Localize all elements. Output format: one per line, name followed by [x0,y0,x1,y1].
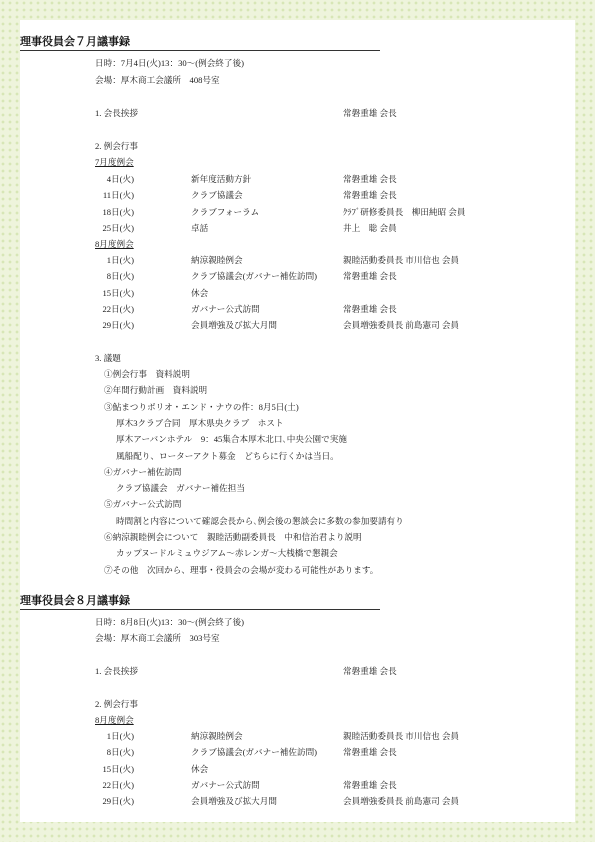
schedule-person: 親睦活動委員長 市川信也 会員 [343,255,460,265]
schedule-person: 常磐重雄 会長 [343,174,397,184]
august-venue: 会場：厚木商工会議所 303号室 [95,633,220,643]
schedule-person: 会員増強委員長 前島憲司 会員 [343,320,460,331]
august-item1-label: 1. 会長挨拶 [95,666,138,676]
schedule-event: 納涼親睦例会 [191,255,243,265]
august-section-title: 理事役員会８月議事録 [20,594,380,610]
august-datetime: 日時：8月8日(火)13：30～(例会終了後) [95,617,244,627]
schedule-person: 常磐重雄 会長 [343,303,397,314]
schedule-date: 1日(火) [106,731,134,741]
schedule-person: 常磐重雄 会長 [343,190,397,201]
schedule-event: 休会 [191,287,209,298]
schedule-date: 29日(火) [102,320,134,331]
agenda-line: 風船配り、ローターアクト募金 どちらに行くかは当日。 [116,450,339,461]
schedule-event: 新年度活動方針 [191,174,252,184]
agenda-line: クラブ協議会 ガバナー補佐担当 [116,483,245,494]
schedule-event: 納涼親睦例会 [191,731,243,741]
schedule-event: 会員増強及び拡大月間 [191,320,277,331]
schedule-date: 22日(火) [102,303,134,314]
schedule-person: 会員増強委員長 前島憲司 会員 [343,796,460,807]
july-item1-label: 1. 会長挨拶 [95,108,138,118]
schedule-date: 8日(火) [106,271,134,282]
agenda-line: 厚木アーバンホテル 9：45集合本厚木北口､中央公園で実施 [116,434,347,445]
schedule-person: 親睦活動委員長 市川信也 会員 [343,731,460,741]
schedule-person: 常磐重雄 会長 [343,779,397,790]
august-item1-person: 常磐重雄 会長 [343,666,397,676]
agenda-line: ②年間行動計画 資料説明 [104,385,208,396]
agenda-line: 時間割と内容について確認会長から､例会後の懇談会に多数の参加要請有り [116,515,404,526]
schedule-event: 会員増強及び拡大月間 [191,796,277,807]
schedule-person: 常磐重雄 会長 [343,271,397,282]
schedule-date: 22日(火) [102,779,134,790]
schedule-person: ｸﾗﾌﾞ研修委員長 柳田純昭 会員 [343,206,466,217]
july-item1-person: 常磐重雄 会長 [343,108,397,118]
schedule-date: 15日(火) [102,287,134,298]
schedule-event: クラブフォーラム [191,206,260,217]
schedule-date: 15日(火) [102,763,134,774]
schedule-date: 11日(火) [102,190,134,201]
schedule-date: 18日(火) [102,206,134,217]
july-month-b-label: 8月度例会 [95,239,134,249]
schedule-date: 1日(火) [106,255,134,265]
schedule-event: クラブ協議会 [191,190,243,201]
agenda-line: 厚木3クラブ合同 厚木県央クラブ ホスト [116,417,284,428]
july-datetime: 日時：7月4日(火)13：30～(例会終了後) [95,58,244,68]
agenda-line: ⑤ガバナー公式訪問 [104,499,182,510]
agenda-line: ⑦その他 次回から、理事・役員会の会場が変わる可能性があります。 [104,564,379,575]
schedule-date: 25日(火) [102,222,134,233]
july-section-title: 理事役員会７月議事録 [20,35,380,51]
schedule-person: 井上 聡 会員 [343,222,397,233]
schedule-date: 8日(火) [106,747,134,758]
schedule-date: 4日(火) [106,174,134,184]
august-month-a-label: 8月度例会 [95,715,134,725]
july-item3-label: 3. 議題 [95,353,121,363]
july-month-a-label: 7月度例会 [95,157,134,167]
agenda-line: ③鮎まつりボリオ・エンド・ナウの件：8月5日(土) [104,401,299,412]
schedule-event: 休会 [191,763,209,774]
agenda-line: ⑥納涼親睦例会について 親睦活動副委員長 中和信治君より説明 [104,532,362,542]
agenda-line: ④ガバナー補佐訪問 [104,466,182,477]
agenda-line: ①例会行事 資料説明 [104,369,190,379]
july-item2-label: 2. 例会行事 [95,141,138,151]
august-item2-label: 2. 例会行事 [95,699,138,709]
schedule-date: 29日(火) [102,796,134,807]
schedule-event: ガバナー公式訪問 [191,779,260,790]
schedule-event: 卓話 [191,222,209,233]
schedule-event: クラブ協議会(ガバナー補佐訪問) [191,271,318,282]
schedule-person: 常磐重雄 会長 [343,747,397,758]
agenda-line: カップヌードルミュウジアム～赤レンガ～大桟橋で懇親会 [116,548,338,559]
schedule-event: ガバナー公式訪問 [191,303,260,314]
schedule-event: クラブ協議会(ガバナー補佐訪問) [191,747,318,758]
july-venue: 会場：厚木商工会議所 408号室 [95,75,220,85]
